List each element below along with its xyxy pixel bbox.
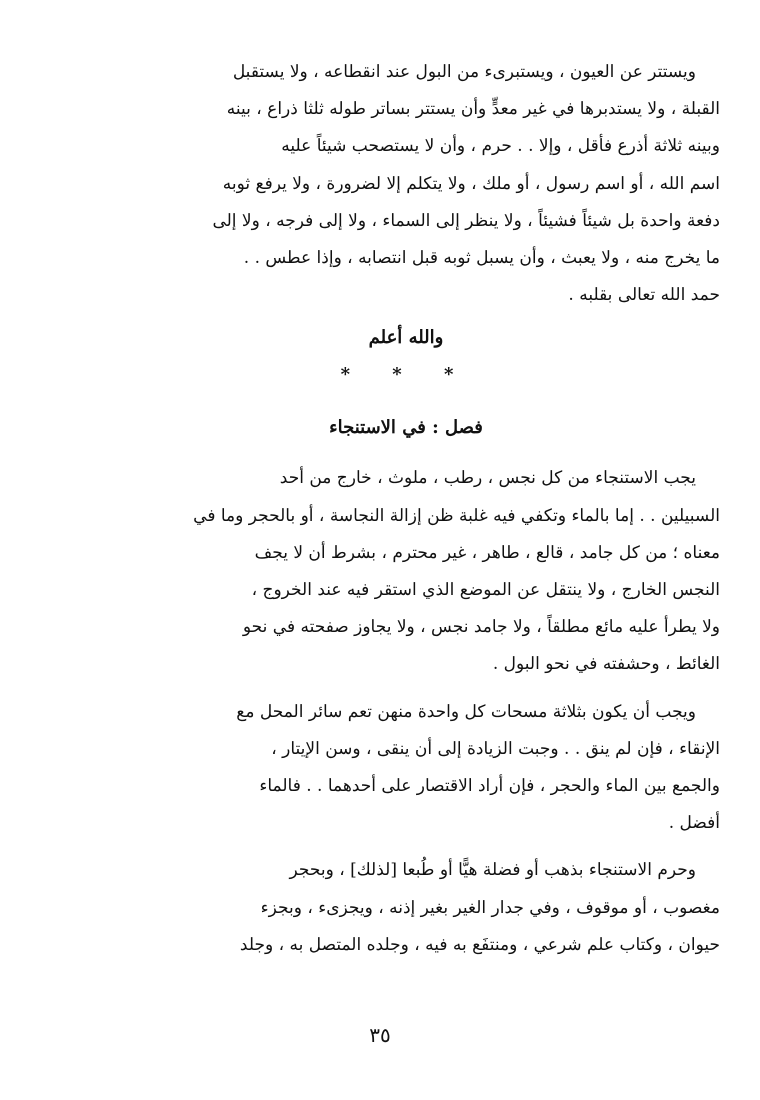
text-line: القبلة ، ولا يستدبرها في غير معدٍّ وأن يستتر بساتر طوله ثلثا ذراع ، بينه: [226, 99, 720, 120]
text-line: السبيلين . . إما بالماء وتكفي فيه غلبة ظن إزالة النجاسة ، أو بالحجر وما في: [193, 505, 720, 526]
closing-phrase: والله أعلم: [368, 327, 444, 349]
text-line: ويجب أن يكون بثلاثة مسحات كل واحدة منهن تعم سائر المحل مع: [236, 701, 696, 722]
page-number: ٣٥: [369, 1023, 391, 1047]
text-line: وحرم الاستنجاء بذهب أو فضلة هيًّا أو طُبعا [لذلك] ، وبحجر: [289, 860, 696, 881]
text-line: معناه ؛ من كل جامد ، قالع ، طاهر ، غير محترم ، بشرط أن لا يجف: [254, 542, 720, 563]
text-line: وبينه ثلاثة أذرع فأقل ، وإلا . . حرم ، وأن لا يستصحب شيئاً عليه: [281, 136, 720, 157]
text-line: مغصوب ، أو موقوف ، وفي جدار الغير بغير إذنه ، ويجزىء ، وبجزء: [260, 897, 720, 918]
text-line: يجب الاستنجاء من كل نجس ، رطب ، ملوث ، خارج من أحد: [279, 468, 696, 489]
text-line: الغائط ، وحشفته في نحو البول .: [492, 654, 720, 675]
text-line: النجس الخارج ، ولا ينتقل عن الموضع الذي استقر فيه عند الخروج ،: [251, 580, 720, 601]
text-line: دفعة واحدة بل شيئاً فشيئاً ، ولا ينظر إلى السماء ، ولا إلى فرجه ، ولا إلى: [212, 210, 720, 231]
paragraph-three-wipes: [92, 694, 720, 843]
paragraph-istinja-obligation: [92, 460, 720, 683]
book-page: [92, 54, 720, 1054]
text-line: ما يخرج منه ، ولا يعبث ، وأن يسبل ثوبه قبل انتصابه ، وإذا عطس . .: [243, 248, 720, 269]
section-divider-stars: * * *: [340, 364, 472, 386]
paragraph-toilet-etiquette: [92, 54, 720, 314]
text-line: أفضل .: [668, 813, 720, 834]
paragraph-prohibited-items: [92, 852, 720, 964]
text-line: اسم الله ، أو اسم رسول ، أو ملك ، ولا يتكلم إلا لضرورة ، ولا يرفع ثوبه: [222, 173, 720, 194]
text-line: والجمع بين الماء والحجر ، فإن أراد الاقتصار على أحدهما . . فالماء: [259, 776, 720, 797]
text-line: ويستتر عن العيون ، ويستبرىء من البول عند انقطاعه ، ولا يستقبل: [232, 62, 696, 82]
text-line: حمد الله تعالى بقلبه .: [568, 285, 720, 306]
text-line: الإنقاء ، فإن لم ينق . . وجبت الزيادة إلى أن ينقى ، وسن الإيتار ،: [271, 738, 720, 759]
text-line: حيوان ، وكتاب علم شرعي ، ومنتفَع به فيه ، وجلده المتصل به ، وجلد: [239, 934, 720, 955]
section-heading: فصل : في الاستنجاء: [329, 417, 483, 439]
text-line: ولا يطرأ عليه مائع مطلقاً ، ولا جامد نجس ، ولا يجاوز صفحته في نحو: [242, 617, 720, 638]
